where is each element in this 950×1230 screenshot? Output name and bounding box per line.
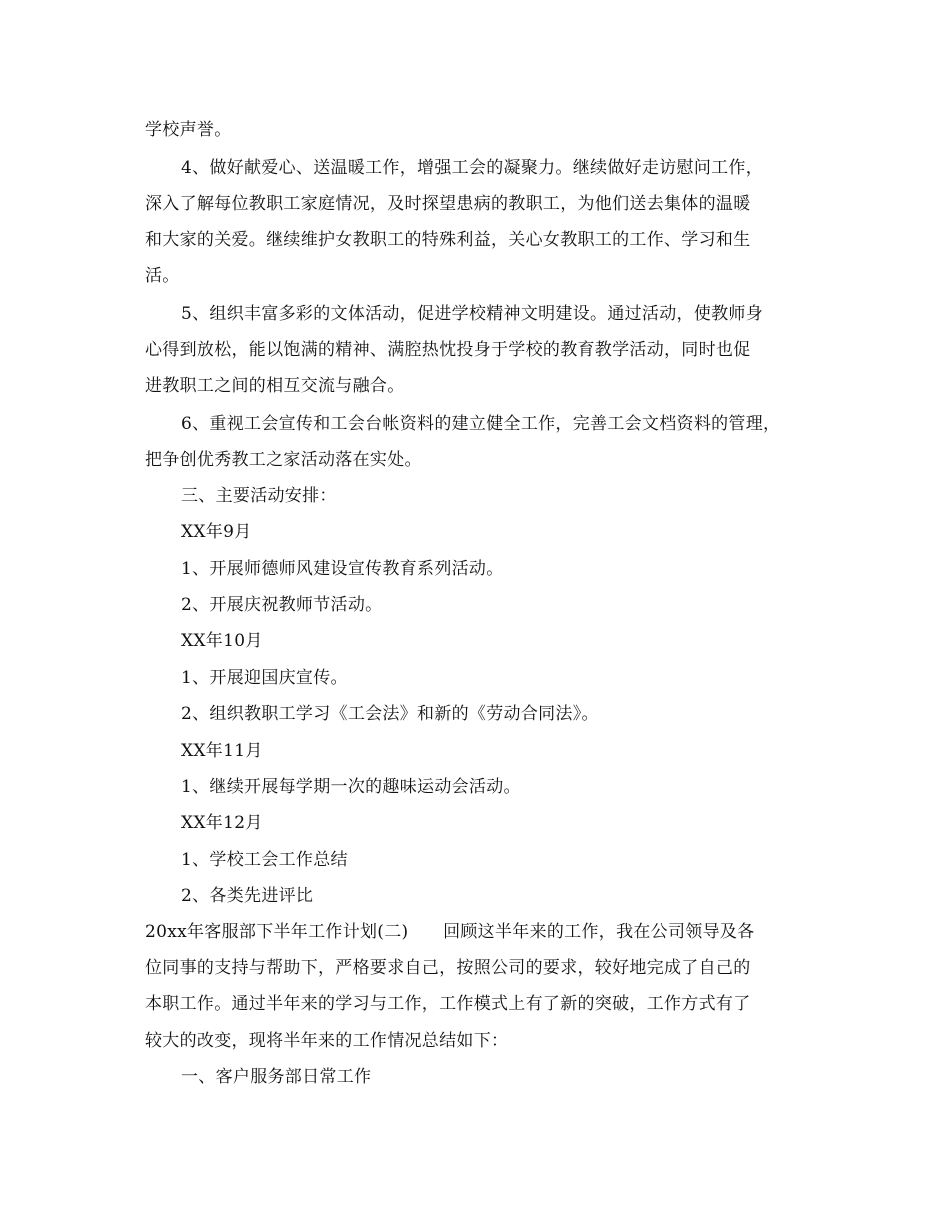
text-line: 和大家的关爱。继续维护女教职工的特殊利益，关心女教职工的工作、学习和生: [145, 230, 751, 250]
plan-title-line: 20xx年客服部下半年工作计划(二) 回顾这半年来的工作，我在公司领导及各: [145, 922, 755, 942]
text-line: 6、重视工会宣传和工会台帐资料的建立健全工作，完善工会文档资料的管理，: [181, 414, 781, 434]
month-heading: XX年9月: [181, 522, 252, 542]
text-line: 4、做好献爱心、送温暖工作，增强工会的凝聚力。继续做好走访慰问工作，: [181, 158, 764, 178]
text-line: 本职工作。通过半年来的学习与工作，工作模式上有了新的突破，工作方式有了: [145, 994, 751, 1014]
section-heading: 一、客户服务部日常工作: [181, 1067, 372, 1087]
text-line: 把争创优秀教工之家活动落在实处。: [145, 450, 422, 470]
section-heading: 三、主要活动安排：: [181, 486, 337, 506]
text-line: 学校声誉。: [145, 120, 232, 140]
list-item: 2、组织教职工学习《工会法》和新的《劳动合同法》。: [181, 704, 599, 724]
list-item: 1、开展迎国庆宣传。: [181, 668, 348, 688]
text-line: 活。: [145, 266, 180, 286]
text-line: 深入了解每位教职工家庭情况，及时探望患病的教职工，为他们送去集体的温暖: [145, 194, 751, 214]
month-heading: XX年11月: [181, 741, 263, 761]
text-line: 进教职工之间的相互交流与融合。: [145, 376, 405, 396]
text-line: 5、组织丰富多彩的文体活动，促进学校精神文明建设。通过活动，使教师身: [181, 304, 764, 324]
list-item: 1、继续开展每学期一次的趣味运动会活动。: [181, 777, 521, 797]
list-item: 2、开展庆祝教师节活动。: [181, 595, 383, 615]
text-line: 心得到放松，能以饱满的精神、满腔热忱投身于学校的教育教学活动，同时也促: [145, 340, 751, 360]
text-line: 较大的改变，现将半年来的工作情况总结如下：: [145, 1031, 509, 1051]
list-item: 1、学校工会工作总结: [181, 850, 348, 870]
month-heading: XX年10月: [181, 631, 263, 651]
text-line: 位同事的支持与帮助下，严格要求自己，按照公司的要求，较好地完成了自己的: [145, 958, 751, 978]
list-item: 1、开展师德师风建设宣传教育系列活动。: [181, 559, 504, 579]
list-item: 2、各类先进评比: [181, 886, 314, 906]
month-heading: XX年12月: [181, 813, 263, 833]
